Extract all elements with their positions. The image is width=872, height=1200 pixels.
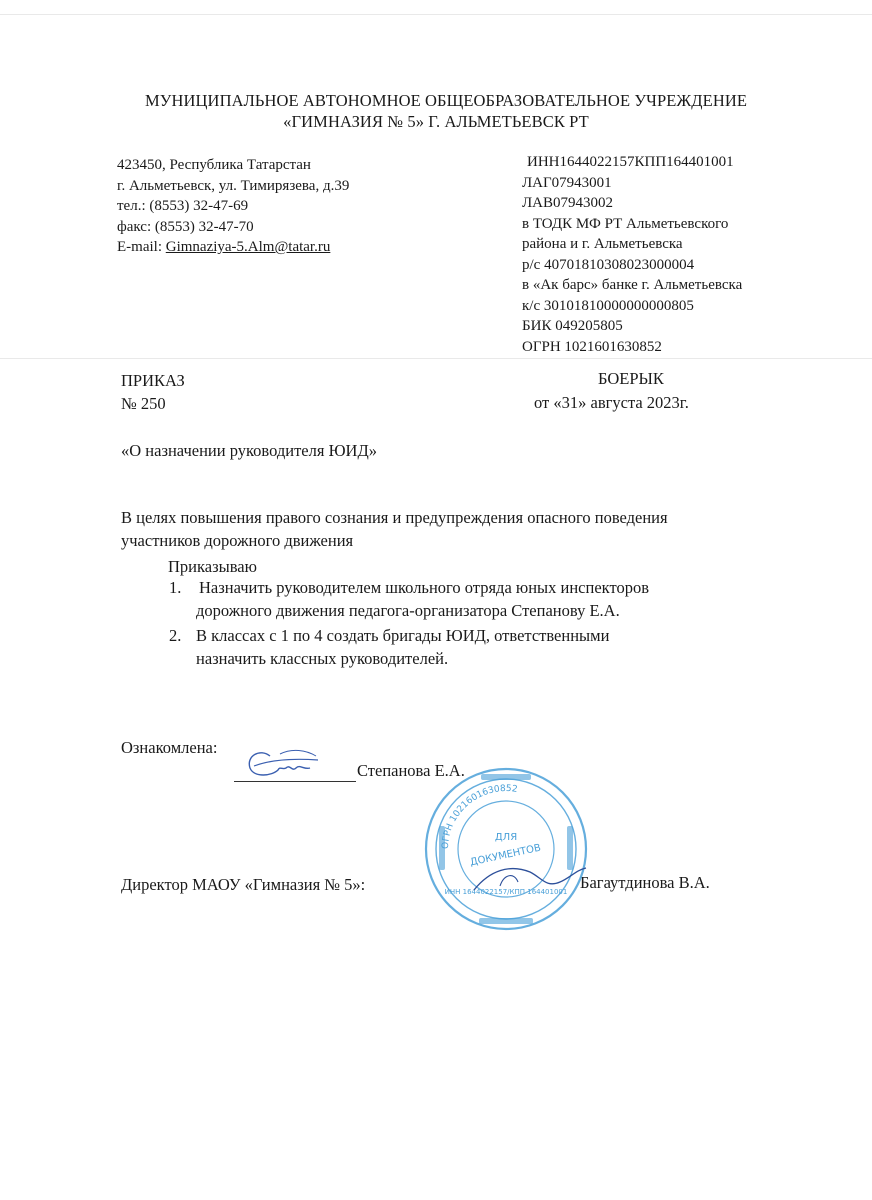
bank-name: в «Ак барс» банке г. Альметьевска <box>522 277 743 293</box>
acquainted-label: Ознакомлена: <box>121 738 218 757</box>
signature-stepanova <box>240 742 320 784</box>
stamp-ogrn-text: ОГРН 1021601630852 <box>440 783 519 850</box>
institution-name-line1: МУНИЦИПАЛЬНОЕ АВТОНОМНОЕ ОБЩЕОБРАЗОВАТЕЛЬНОЕ УЧРЕЖДЕНИЕ <box>144 91 748 110</box>
stamp-graphic <box>421 766 591 932</box>
stamp-inn-text: ИНН 1644022157/КПП 164401001 <box>444 888 568 896</box>
scan-artifact-line <box>0 358 872 359</box>
director-label: Директор МАОУ «Гимназия № 5»: <box>121 875 366 894</box>
order-title: ПРИКАЗ <box>121 371 185 390</box>
official-stamp <box>421 766 591 932</box>
treasury-line1: в ТОДК МФ РТ Альметьевского <box>522 215 729 232</box>
purpose-line1: В целях повышения правого сознания и предупреждения опасного поведения <box>121 508 668 527</box>
street-address: г. Альметьевск, ул. Тимирязева, д.39 <box>117 177 350 194</box>
email-link[interactable]: Gimnaziya-5.Alm@tatar.ru <box>165 239 331 255</box>
contacts-block <box>117 155 349 258</box>
email-label: E-mail: <box>117 239 166 255</box>
bik: БИК 049205805 <box>522 318 623 334</box>
order-word: Приказываю <box>168 557 257 576</box>
item-1-number: 1. <box>169 578 182 597</box>
stamp-documents-text: ДОКУМЕНТОВ <box>469 842 542 869</box>
item-2-line2: назначить классных руководителей. <box>196 649 449 668</box>
purpose-line2: участников дорожного движения <box>121 531 354 550</box>
institution-name-line2: «ГИМНАЗИЯ № 5» Г. АЛЬМЕТЬЕВСК РТ <box>283 112 589 131</box>
order-number: № 250 <box>121 394 166 413</box>
stamp-dlya-text: ДЛЯ <box>494 832 518 843</box>
treasury-line2: района и г. Альметьевска <box>522 236 683 252</box>
phone: тел.: (8553) 32-47-69 <box>117 198 249 214</box>
signature-director <box>470 860 590 900</box>
settlement-account: р/с 40701810308023000004 <box>522 256 695 273</box>
correspondent-account: к/с 30101810000000000805 <box>522 297 694 314</box>
fax: факс: (8553) 32-47-70 <box>117 218 254 235</box>
acquainted-name: Степанова Е.А. <box>357 761 465 780</box>
ogrn: ОГРН 1021601630852 <box>522 338 662 355</box>
item-2-line1: В классах с 1 по 4 создать бригады ЮИД, ответственными <box>196 626 610 645</box>
order-title-tatar: БОЕРЫК <box>598 369 664 388</box>
inn-kpp: ИНН1644022157КПП164401001 <box>527 154 734 170</box>
item-2-number: 2. <box>169 626 182 645</box>
item-1-line1: Назначить руководителем школьного отряда юных инспекторов <box>199 578 649 597</box>
scan-artifact-line <box>0 14 872 15</box>
director-name: Багаутдинова В.А. <box>580 873 710 892</box>
order-date: от «31» августа 2023г. <box>534 393 689 412</box>
bank-details-block <box>522 152 742 357</box>
email-line <box>117 237 349 258</box>
postal-address: 423450, Республика Татарстан <box>117 157 311 173</box>
lav-code: ЛАВ07943002 <box>522 195 614 211</box>
order-subject: «О назначении руководителя ЮИД» <box>121 441 377 460</box>
item-1-line2: дорожного движения педагога-организатора Степанову Е.А. <box>196 601 620 620</box>
lag-code: ЛАГ07943001 <box>522 174 612 191</box>
